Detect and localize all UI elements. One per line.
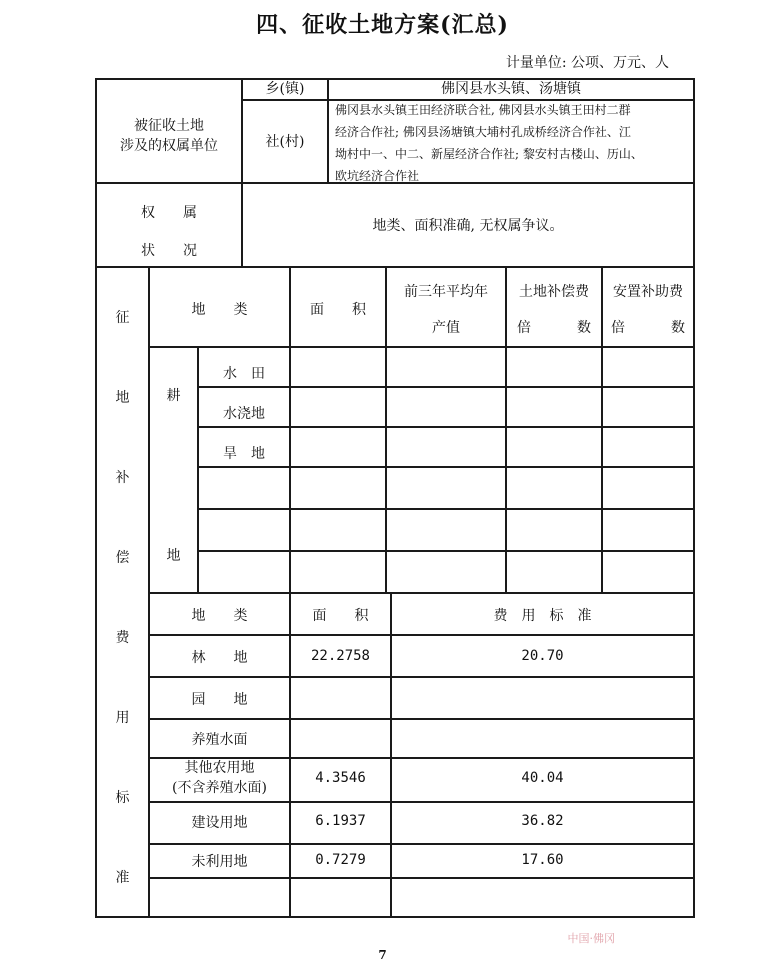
unit-note: 计量单位: 公项、万元、人 [505,55,669,71]
upper-header-subsidy: 安置补助费 倍 数 [611,284,685,336]
row-land-type: 其他农用地 (不含养殖水面) [172,760,267,796]
upper-row-type: 旱 地 [223,446,265,462]
upper-row-type: 水 田 [223,366,265,382]
row-standard: 36.82 [521,813,564,829]
row-standard: 40.04 [521,770,564,786]
page-title: 四、征收土地方案(汇总) [256,12,509,38]
row-land-type: 养殖水面 [191,732,248,748]
township-label: 乡(镇) [265,81,305,97]
row-land-type: 未利用地 [191,854,248,870]
upper-header-land-type: 地 类 [191,302,248,318]
upper-header-avg-output: 前三年平均年 产值 [404,284,488,336]
row-land-type: 建设用地 [191,815,248,831]
upper-header-area: 面 积 [310,302,366,318]
lower-header-standard: 费 用 标 准 [493,608,592,624]
watermark: 中国·佛冈 [567,932,615,945]
page-number: 7 [378,948,387,962]
row-area: 6.1937 [315,813,366,829]
row-standard: 17.60 [521,852,564,868]
lower-header-area: 面 积 [312,608,369,624]
status-label: 权 属 状 况 [141,205,197,259]
cultivated-label-bottom: 地 [166,548,181,564]
village-value: 佛冈县水头镇王田经济联合社, 佛冈县水头镇王田村二群 经济合作社; 佛冈县汤塘镇大埔村孔成桥经济合作社、江 坳村中一、中二、新屋经济合作社; 黎安村古楼山、历山、 欧坑经济合作社 [335,103,643,183]
township-value: 佛冈县水头镇、汤塘镇 [441,81,581,97]
upper-row-type: 水浇地 [223,406,265,422]
row-area: 0.7279 [315,852,366,868]
row-area: 4.3546 [315,770,366,786]
row-land-type: 林 地 [191,650,248,666]
cultivated-label-top: 耕 [166,388,181,404]
ownership-label: 被征收土地 涉及的权属单位 [120,118,218,154]
compensation-vertical-label: 征 地 补 偿 费 用 标 准 [115,310,130,886]
upper-header-land-comp: 土地补偿费 倍 数 [517,284,591,336]
village-label: 社(村) [265,134,305,150]
row-area: 22.2758 [310,648,370,664]
row-standard: 20.70 [521,648,564,664]
status-text: 地类、面积准确, 无权属争议。 [372,218,564,234]
lower-header-land-type: 地 类 [191,608,248,624]
row-land-type: 园 地 [191,692,248,708]
